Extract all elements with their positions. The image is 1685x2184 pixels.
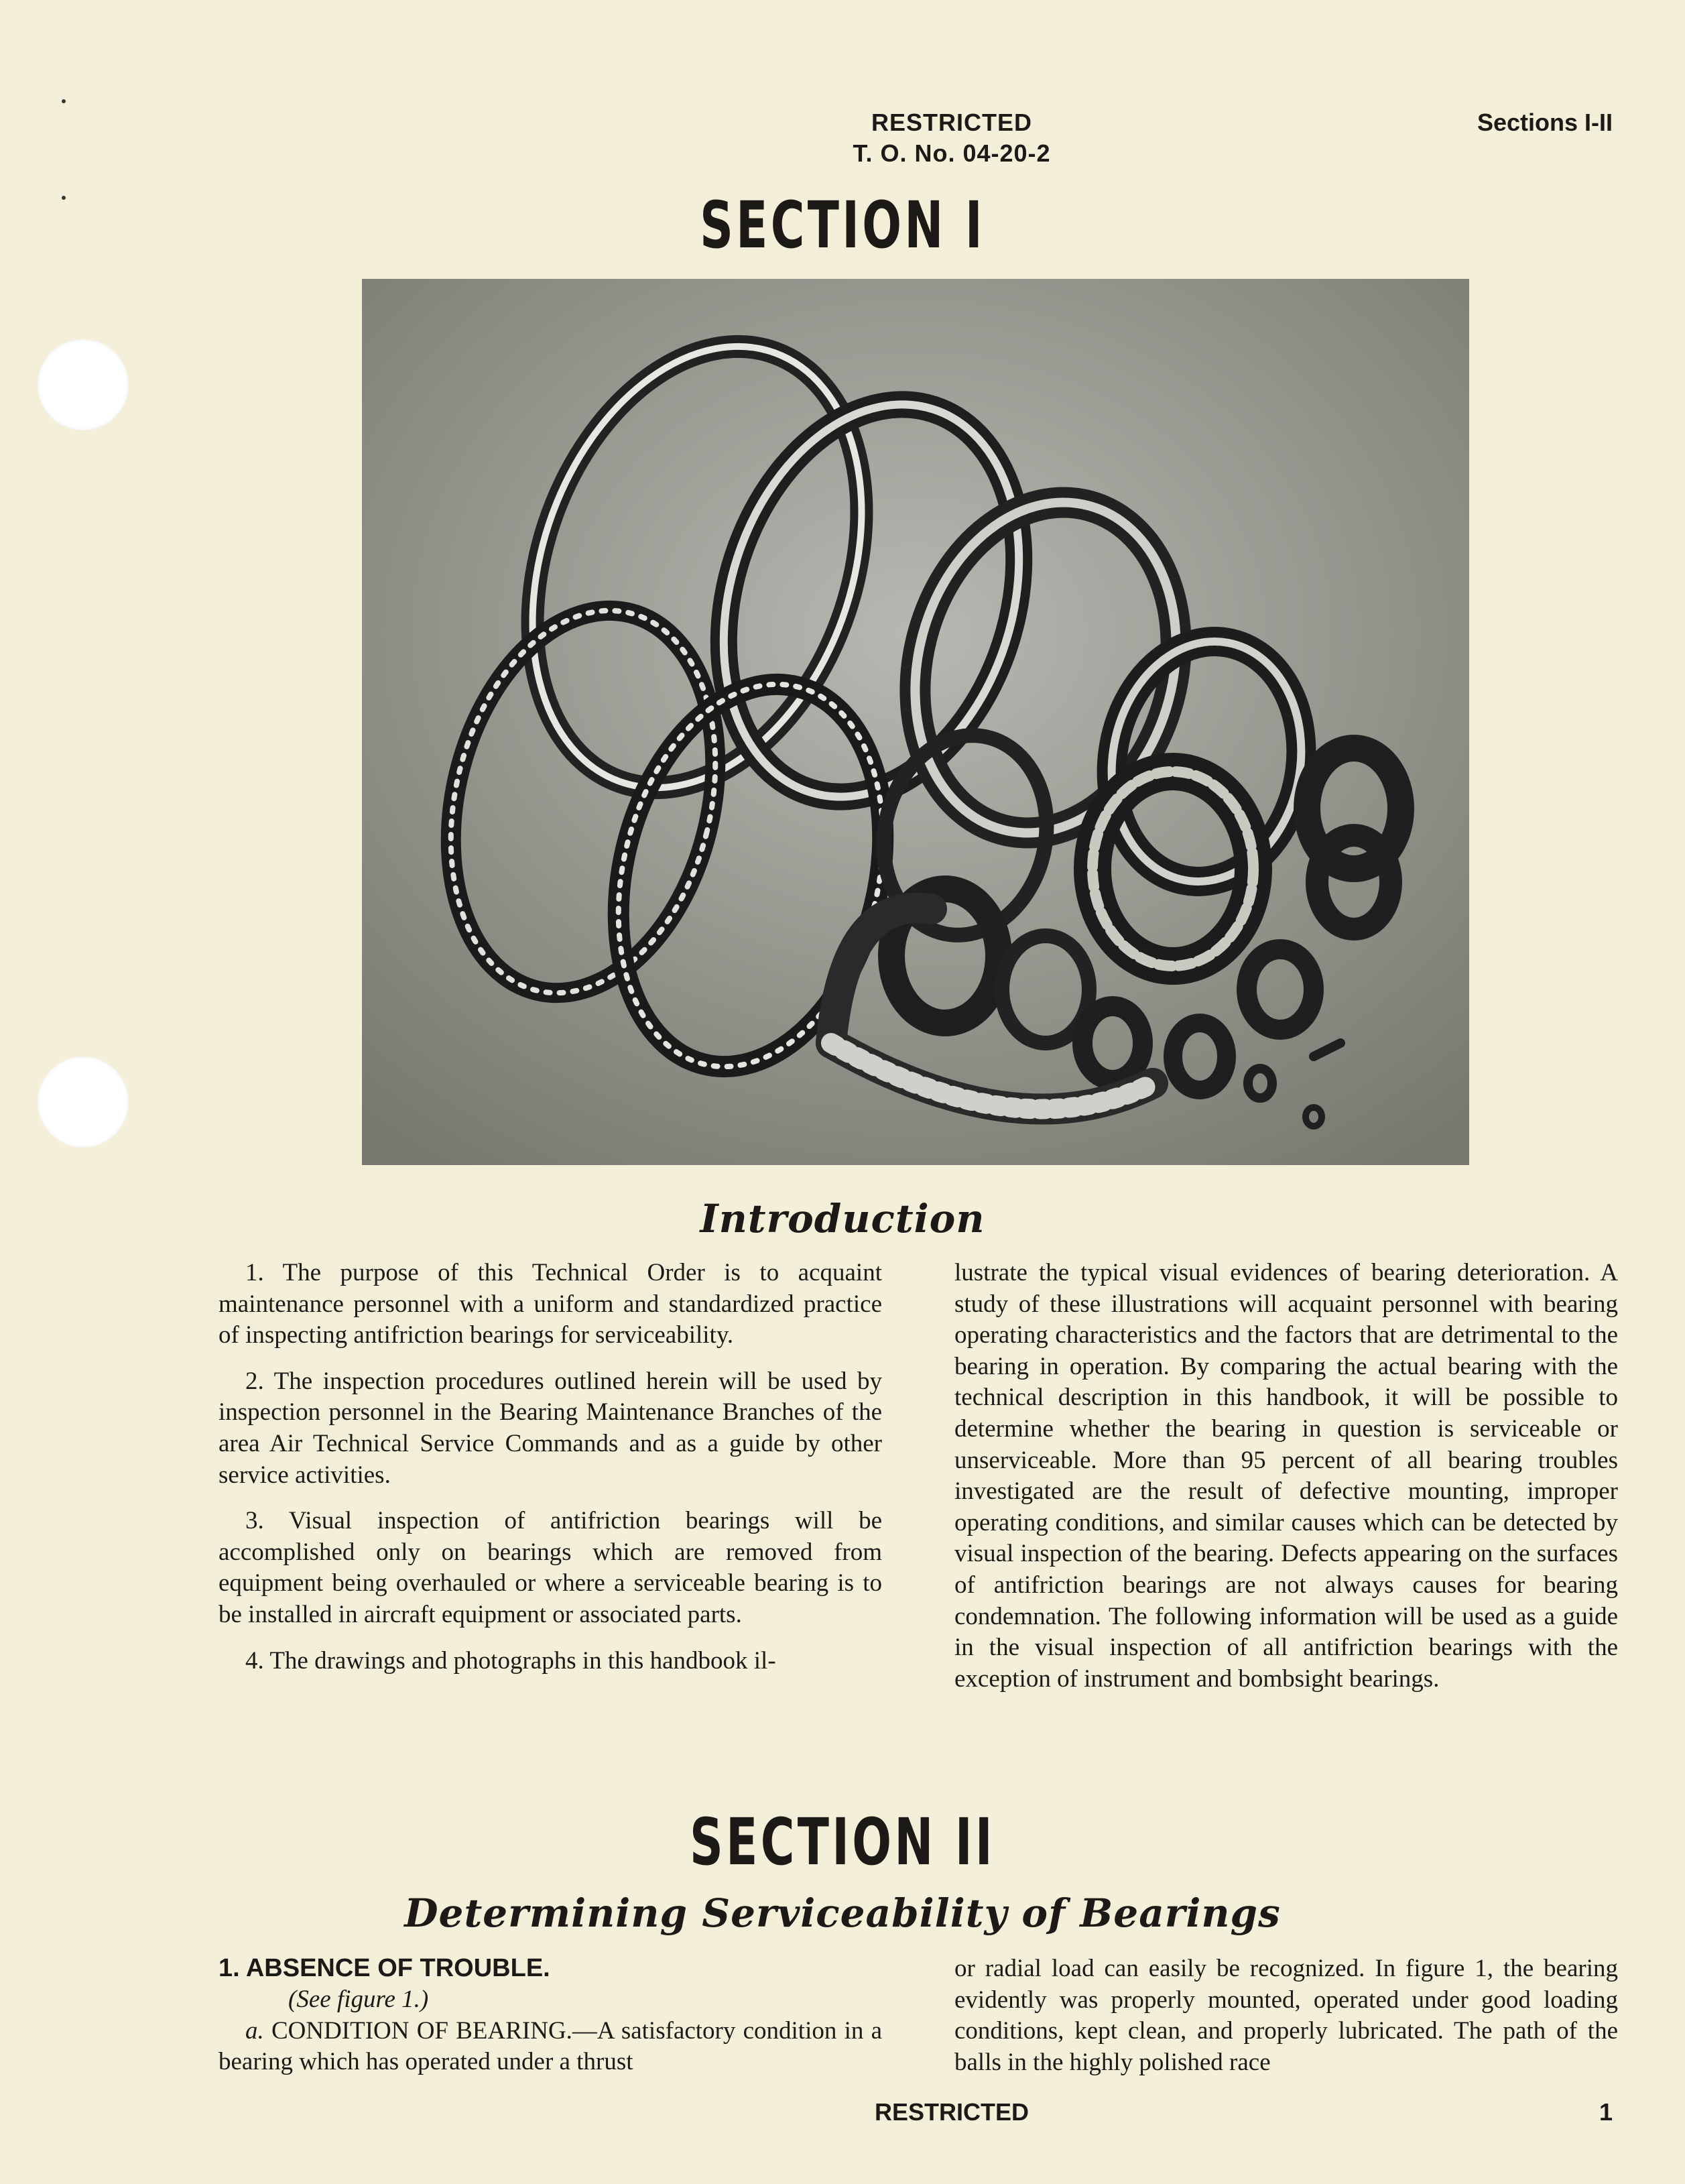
intro-paragraph-4-continued: lustrate the typical visual evidences of bearing deterioration. A study of these illustrations will acquaint personnel with bearing operating characteristics and the factors that are detrimental to the bearing in operation. By comparing the actual bearing with the technical description in this handbook, it will be possible to determine whether the bearing in question is serviceable or unserviceable. More than 95 percent of all bearing troubles investigated are the result of defective mounting, improper operating conditions, and similar causes which can be detected by visual inspection of the bearing. Defects appearing on the surfaces of antifriction bearings are not always causes for bearing condemnation. The following information will be used as a guide in the visual inspection of all antifriction bearings with the exception of instrument and bombsight bearings.: [954, 1259, 1618, 1693]
introduction-heading: Introduction: [700, 1196, 985, 1241]
intro-right-column: [954, 1258, 1618, 1709]
header-classification: RESTRICTED: [871, 109, 1032, 136]
bearings-illustration: [362, 279, 1469, 1165]
punch-hole-bottom: [38, 1056, 129, 1148]
intro-paragraph-4: 4. The drawings and photographs in this handbook il-: [245, 1646, 776, 1675]
page-number: 1: [1599, 2098, 1613, 2126]
margin-mark: [62, 99, 66, 103]
section-2-title: SECTION II: [690, 1805, 995, 1880]
bearing-assortment-photo: [362, 279, 1469, 1165]
page-header: [737, 107, 1166, 169]
intro-paragraph-2: 2. The inspection procedures outlined herein will be used by inspection personnel in the Bearing Maintenance Branches of the area Air Technical Service Commands and as a guide by other service activities.: [219, 1367, 882, 1489]
section-1-title: SECTION I: [700, 188, 985, 263]
intro-left-column: [219, 1258, 882, 1677]
margin-mark: [62, 196, 66, 200]
see-figure-ref: (See figure 1.): [288, 1986, 429, 2013]
section2-left-column: [219, 1952, 882, 2078]
header-order-number: T. O. No. 04-20-2: [853, 139, 1051, 167]
condition-of-bearing-text-cont: or radial load can easily be recognized. In figure 1, the bearing evidently was properly mounted, operated under good loading conditions, kept clean, and properly lubricated. The path of the balls in the highly polished race: [954, 1955, 1618, 2076]
punch-hole-top: [38, 339, 129, 430]
condition-of-bearing-text-start: a. CONDITION OF BEARING.—A satisfactory condition in a bearing which has operated under a thrust: [219, 2016, 882, 2076]
intro-paragraph-1: 1. The purpose of this Technical Order is to acquaint maintenance personnel with a uniform and standardized practice of inspecting antifriction bearings for serviceability.: [219, 1259, 882, 1349]
serviceability-heading: Determining Serviceability of Bearings: [404, 1890, 1281, 1936]
section2-right-column: [954, 1953, 1618, 2078]
footer-classification: RESTRICTED: [874, 2098, 1029, 2126]
intro-paragraph-3: 3. Visual inspection of antifriction bearings will be accomplished only on bearings which are removed from equipment being overhauled or where a serviceable bearing is to be installed in aircraft equipment or associated parts.: [219, 1507, 882, 1628]
header-sections-ref: Sections I-II: [1477, 109, 1613, 136]
item-heading-absence-of-trouble: 1. ABSENCE OF TROUBLE.: [219, 1954, 550, 1982]
